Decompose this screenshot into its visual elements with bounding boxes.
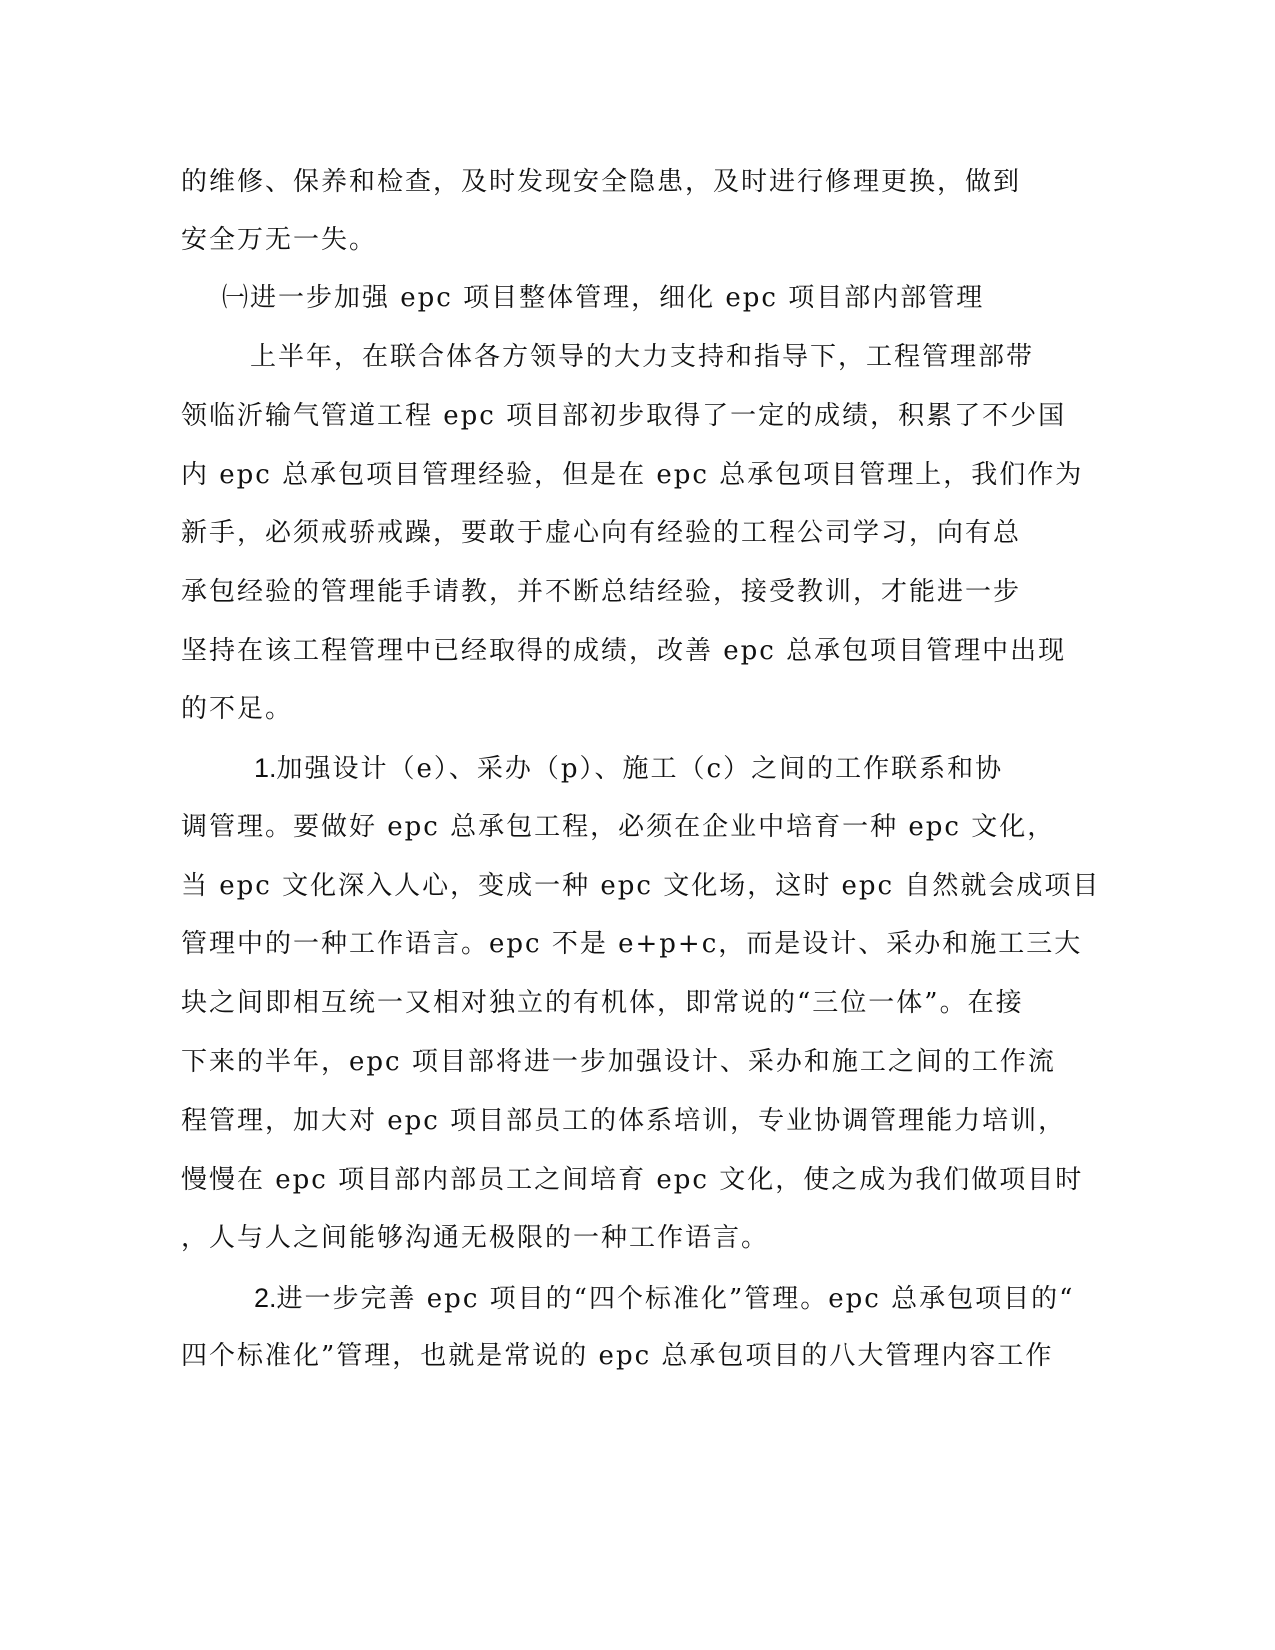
paragraph-line: 管理中的一种工作语言。epc 不是 e+p+c，而是设计、采办和施工三大 bbox=[181, 929, 1083, 959]
paragraph-line: 上半年，在联合体各方领导的大力支持和指导下，工程管理部带 bbox=[250, 342, 1035, 372]
paragraph-line: 新手，必须戒骄戒躁，要敢于虚心向有经验的工程公司学习，向有总 bbox=[181, 518, 1022, 548]
paragraph-line: 调管理。要做好 epc 总承包工程，必须在企业中培育一种 epc 文化， bbox=[181, 812, 1056, 842]
paragraph-line: 块之间即相互统一又相对独立的有机体，即常说的“三位一体”。在接 bbox=[181, 988, 1024, 1018]
paragraph-line: 承包经验的管理能手请教，并不断总结经验，接受教训，才能进一步 bbox=[181, 577, 1022, 607]
paragraph-line: 坚持在该工程管理中已经取得的成绩，改善 epc 总承包项目管理中出现 bbox=[181, 636, 1067, 666]
item-text: 进一步完善 epc 项目的“四个标准化”管理。epc 总承包项目的“ bbox=[276, 1284, 1075, 1314]
paragraph-line: 的维修、保养和检查，及时发现安全隐患，及时进行修理更换，做到 bbox=[181, 167, 1022, 197]
paragraph-line: 的不足。 bbox=[181, 694, 294, 724]
paragraph-line: 内 epc 总承包项目管理经验，但是在 epc 总承包项目管理上，我们作为 bbox=[181, 460, 1084, 490]
numbered-item-1 bbox=[254, 746, 1003, 790]
item-number: 1. bbox=[254, 753, 277, 783]
paragraph-line: 程管理，加大对 epc 项目部员工的体系培训，专业协调管理能力培训， bbox=[181, 1106, 1067, 1136]
paragraph-line: 安全万无一失。 bbox=[181, 225, 378, 255]
paragraph-line: ，人与人之间能够沟通无极限的一种工作语言。 bbox=[181, 1223, 770, 1253]
item-text: 加强设计（e）、采办（p）、施工（c）之间的工作联系和协 bbox=[276, 754, 1004, 784]
paragraph-line: 下来的半年，epc 项目部将进一步加强设计、采办和施工之间的工作流 bbox=[181, 1047, 1056, 1077]
section-heading: ㈠进一步加强 epc 项目整体管理，细化 epc 项目部内部管理 bbox=[222, 283, 985, 313]
numbered-item-2 bbox=[254, 1276, 1074, 1320]
paragraph-line: 慢慢在 epc 项目部内部员工之间培育 epc 文化，使之成为我们做项目时 bbox=[181, 1165, 1084, 1195]
paragraph-line: 当 epc 文化深入人心，变成一种 epc 文化场，这时 epc 自然就会成项目 bbox=[181, 871, 1101, 901]
item-number: 2. bbox=[254, 1283, 277, 1313]
paragraph-line: 领临沂输气管道工程 epc 项目部初步取得了一定的成绩，积累了不少国 bbox=[181, 401, 1067, 431]
paragraph-line: 四个标准化”管理，也就是常说的 epc 总承包项目的八大管理内容工作 bbox=[181, 1341, 1054, 1371]
